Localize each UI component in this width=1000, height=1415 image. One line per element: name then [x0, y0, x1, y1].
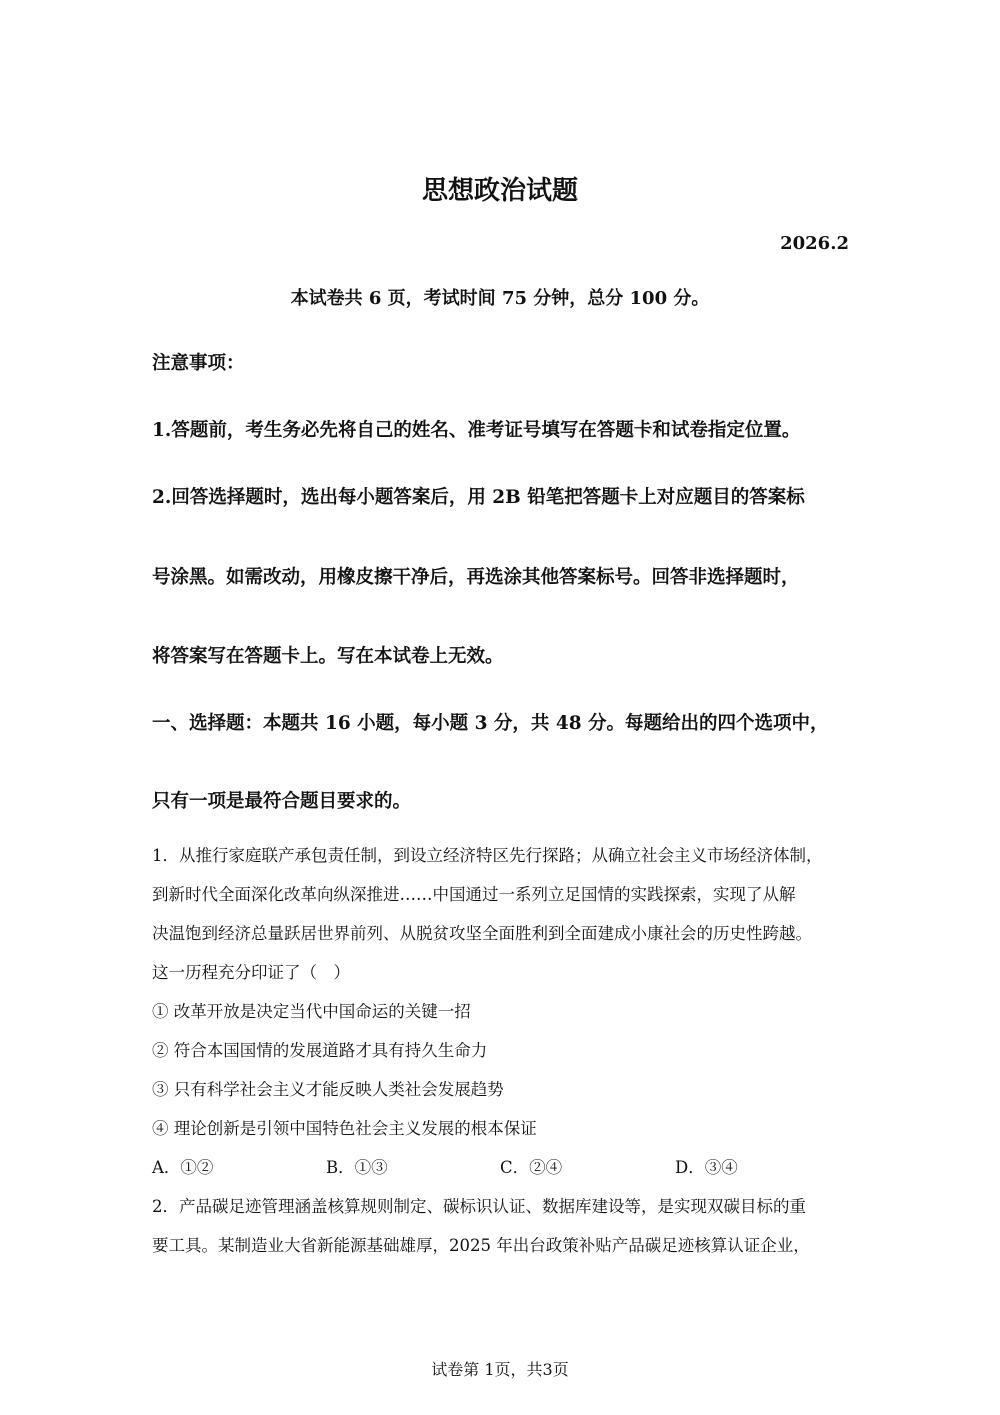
page-title: 思想政治试题 — [421, 176, 578, 206]
page-footer: 试卷第 1页，共3页 — [431, 1360, 569, 1379]
section-heading-line-2: 只有一项是最符合题目要求的。 — [152, 791, 412, 812]
notice-item-2-line-3: 将答案写在答题卡上。写在本试卷上无效。 — [152, 646, 504, 667]
q1-option-b: B．①③ — [326, 1158, 388, 1177]
exam-date: 2026.2 — [780, 233, 849, 254]
q1-statement-1: ① 改革开放是决定当代中国命运的关键一招 — [152, 1002, 471, 1021]
section-heading-line-1: 一、选择题：本题共 16 小题，每小题 3 分，共 48 分。每题给出的四个选项中， — [152, 713, 829, 734]
q1-stem-line-3: 决温饱到经济总量跃居世界前列、从脱贫攻坚全面胜利到全面建成小康社会的历史性跨越。 — [152, 924, 812, 943]
q2-stem-line-2: 要工具。某制造业大省新能源基础雄厚，2025 年出台政策补贴产品碳足迹核算认证企业， — [152, 1236, 810, 1255]
q1-statement-4: ④ 理论创新是引领中国特色社会主义发展的根本保证 — [152, 1119, 537, 1138]
q1-statement-2: ② 符合本国国情的发展道路才具有持久生命力 — [152, 1041, 488, 1060]
notice-item-1: 1.答题前，考生务必先将自己的姓名、准考证号填写在答题卡和试卷指定位置。 — [152, 420, 801, 441]
q1-statement-3: ③ 只有科学社会主义才能反映人类社会发展趋势 — [152, 1080, 504, 1099]
notice-item-2-line-2: 号涂黑。如需改动，用橡皮擦干净后，再选涂其他答案标号。回答非选择题时， — [152, 567, 800, 588]
q1-option-a: A．①② — [152, 1158, 214, 1177]
q1-stem-line-4: 这一历程充分印证了（ ） — [152, 963, 350, 982]
q1-stem-line-1: 1．从推行家庭联产承包责任制，到设立经济特区先行探路；从确立社会主义市场经济体制， — [152, 846, 823, 865]
exam-info: 本试卷共 6 页，考试时间 75 分钟，总分 100 分。 — [290, 288, 710, 309]
notice-item-2-line-1: 2.回答选择题时，选出每小题答案后，用 2B 铅笔把答题卡上对应题目的答案标 — [152, 487, 805, 508]
q2-stem-line-1: 2．产品碳足迹管理涵盖核算规则制定、碳标识认证、数据库建设等，是实现双碳目标的重 — [152, 1197, 806, 1216]
notice-heading: 注意事项： — [152, 353, 245, 374]
q1-stem-line-2: 到新时代全面深化改革向纵深推进……中国通过一系列立足国情的实践探索，实现了从解 — [152, 885, 796, 904]
q1-option-d: D．③④ — [675, 1158, 738, 1177]
q1-option-c: C．②④ — [500, 1158, 563, 1177]
